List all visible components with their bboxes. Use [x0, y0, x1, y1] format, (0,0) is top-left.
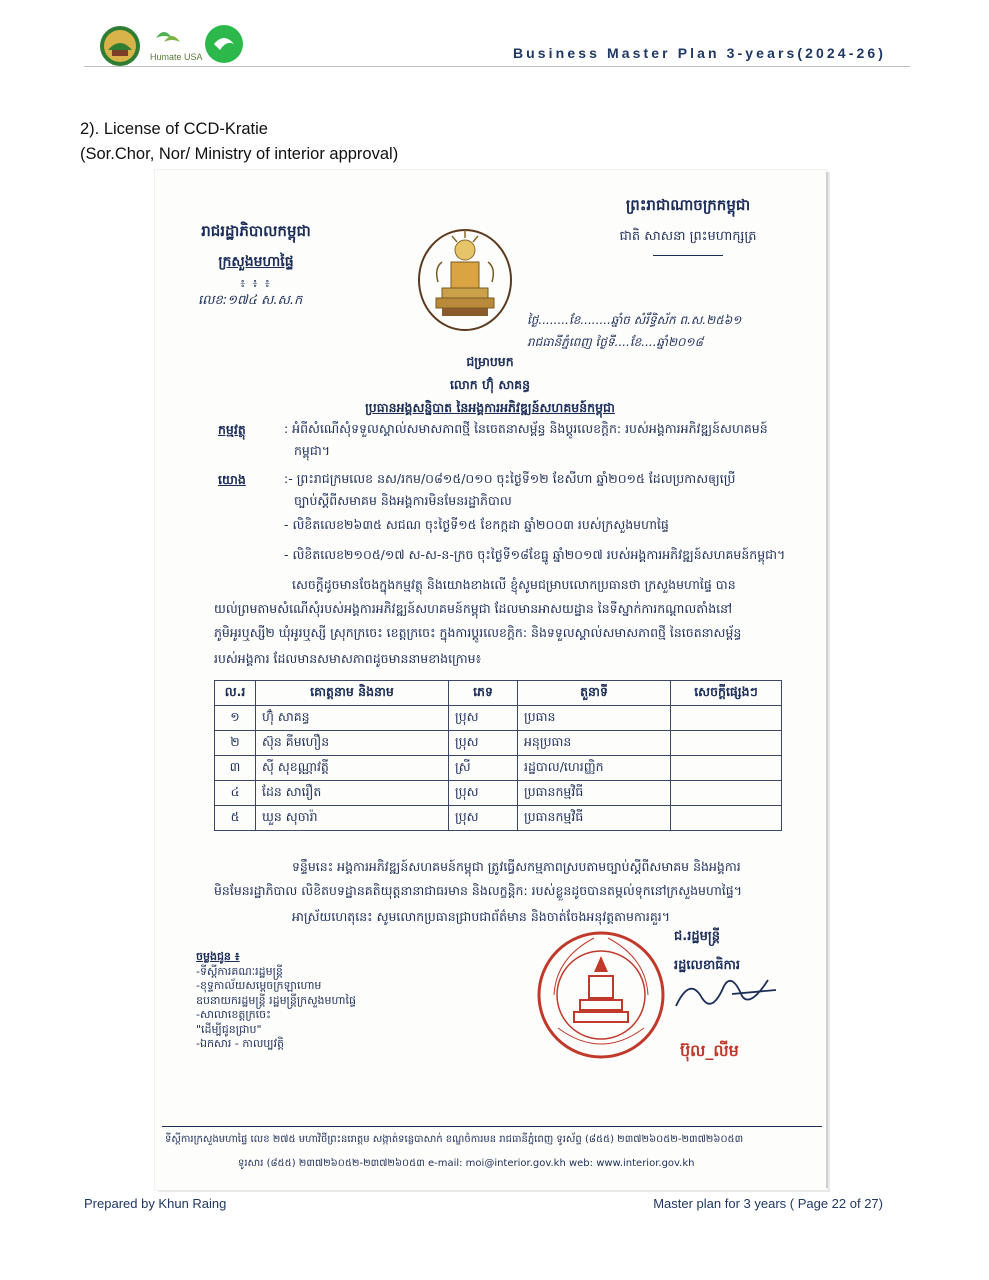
closing-line-2: មិនមែនរដ្ឋាភិបាល លិខិតបទដ្ឋានគតិយុត្តនានាជាធរមាន និងលក្ខន្តិក: របស់ខ្លួនដូចបានតម្កល់ទុកនៅក្រសួងមហាផ្ទៃ។ [214, 883, 742, 898]
cell-no: ៤ [215, 781, 256, 806]
scan-edge [826, 172, 828, 1188]
subject-text: : អំពីសំណើសុំទទួលស្គាល់សមាសភាពថ្មី នៃចេតនាសម្ព័ន្ធ និងប្ដូរលេខក្តិក: របស់អង្គការអភិវឌ្ឍន៍សហគមន៍ [284, 421, 768, 436]
cell-role: ប្រធានកម្មវិធី [518, 806, 671, 831]
col-name: គោត្តនាម និងនាម [256, 681, 449, 706]
cell-role: រដ្ឋបាល/ហេរញ្ញិក [518, 756, 671, 781]
national-motto: ជាតិ សាសនា ព្រះមហាក្សត្រ [619, 229, 757, 244]
cc-item: "ដើម្បីជូនជ្រាប" [196, 1022, 262, 1036]
section-caption [80, 117, 398, 167]
cell-sex: ប្រុស [449, 806, 518, 831]
addressee-block [300, 354, 680, 419]
cell-sex: ប្រុស [449, 731, 518, 756]
caption-line-1: 2). License of CCD-Kratie [80, 120, 268, 138]
caption-line-2: (Sor.Chor, Nor/ Ministry of interior approval) [80, 145, 399, 163]
reference-number: លេខ:១៧៤ ស.ស.ក [198, 293, 303, 308]
motto-ornament [653, 255, 723, 256]
cell-name: ឃួន សុចារ៉ា [256, 806, 449, 831]
ministry-seal-stamp [534, 928, 668, 1062]
table-header-row [215, 681, 782, 706]
body-line-4: របស់អង្គការ ដែលមានសមាសភាពដូចមាននាមខាងក្រោម៖ [214, 651, 482, 666]
letter-footer-divider [162, 1126, 822, 1127]
cell-name: ស៊ុន គីមហឿន [256, 731, 449, 756]
signer-title-2: រដ្ឋលេខាធិការ [674, 958, 741, 973]
signer-title: ជ.រដ្ឋមន្ត្រី [674, 929, 720, 944]
cell-no: ១ [215, 706, 256, 731]
cell-no: ៣ [215, 756, 256, 781]
reference-3: - លិខិតលេខ២១០៥/១៧ ស-ស-ន-ក្រច ចុះថ្ងៃទី១៨ខែធ្នូ ឆ្នាំ២០១៧ របស់អង្គការអភិវឌ្ឍន៍សហគមន៍កម្ពុជា។ [284, 547, 786, 562]
closing-line-3: អាស្រ័យហេតុនេះ សូមលោកប្រធានជ្រាបជាព័ត៌មាន និងចាត់ចែងអនុវត្តតាមការគួរ។ [292, 909, 671, 924]
page-number: Master plan for 3 years ( Page 22 of 27) [653, 1196, 883, 1211]
humate-usa-logo-icon [150, 32, 203, 62]
body-line-1: សេចក្តីដូចមានចែងក្នុងកម្មវត្ថុ និងយោងខាងលើ ខ្ញុំសូមជម្រាបលោកប្រធានថា ក្រសួងមហាផ្ទៃ បាន [292, 577, 736, 592]
government-name: រាជរដ្ឋាភិបាលកម្ពុជា [201, 222, 311, 240]
cell-sex: ប្រុស [449, 706, 518, 731]
header-logos [98, 24, 248, 68]
cell-role: អនុប្រធាន [518, 731, 671, 756]
cc-title: ចម្លងជូន ៖ [196, 950, 240, 963]
subject-text-2: កម្ពុជា។ [294, 443, 331, 458]
copies-to [196, 950, 356, 1052]
document-title: Business Master Plan 3-years(2024-26) [512, 45, 886, 61]
salutation: ជម្រាបមក [466, 354, 514, 369]
closing-line-1: ទន្ទឹមនេះ អង្គការអភិវឌ្ឍន៍សហគមន៍កម្ពុជា ត្រូវធ្វើសកម្មភាពស្របតាមច្បាប់ស្តីពីសមាគម និងអង្គការ [292, 859, 741, 874]
cc-item: -សាលាខេត្តក្រចេះ [196, 1008, 271, 1021]
kingdom-name: ព្រះរាជាណាចក្រកម្ពុជា [625, 196, 751, 214]
cc-item: ឧបនាយករដ្ឋមន្ត្រី រដ្ឋមន្ត្រីក្រសួងមហាផ្ទៃ [196, 993, 356, 1007]
table-row [215, 806, 782, 831]
cell-notes [671, 706, 782, 731]
table-row [215, 781, 782, 806]
table-row [215, 731, 782, 756]
ministry-heading [166, 222, 346, 293]
col-no: ល.រ [215, 681, 256, 706]
cell-name: ហ៊ុំ សាគន្ធ [256, 706, 449, 731]
reference-1b: ច្បាប់ស្តីពីសមាគម និងអង្គការមិនមែនរដ្ឋាភិបាល [294, 493, 512, 508]
header-divider [84, 66, 910, 67]
letter-footer-address: ទីស្តីការក្រសួងមហាផ្ទៃ លេខ ២៧៥ មហាវិថីព្រះនរោត្តម សង្កាត់ទន្លេបាសាក់ ខណ្ឌចំការមន រាជធានីភ្នំពេញ ទូរស័ព្ទ (៨៥៥) ២៣៧២៦០៥២-២៣៧២៦០៥៣ [165, 1134, 744, 1145]
lunar-date: ថ្ងៃ........ខែ........ឆ្នាំច សំរឹទ្ធិស័ក ព.ស.២៥៦១ [527, 313, 742, 327]
solar-date: រាជធានីភ្នំពេញ ថ្ងៃទី....ខែ....ឆ្នាំ២០១៨ [527, 335, 704, 349]
prepared-by: Prepared by Khun Raing [84, 1196, 227, 1211]
table-row [215, 706, 782, 731]
cell-notes [671, 806, 782, 831]
handwritten-signature [672, 968, 782, 1018]
signer-name: ប៊ុល_លីម [680, 1041, 739, 1060]
cell-sex: ប្រុស [449, 781, 518, 806]
reference-1: :- ព្រះរាជក្រមលេខ នស/រកម/០៨១៥/០១០ ចុះថ្ងៃទី១២ ខែសីហា ឆ្នាំ២០១៥ ដែលប្រកាសឲ្យប្រើ [284, 471, 736, 486]
cell-name: ស៊ី សុខណ្ណាវត្តី [256, 756, 449, 781]
cell-notes [671, 756, 782, 781]
letter-footer-contact: ទូរសារ (៨៥៥) ២៣៧២៦០៥២-២៣៧២៦០៥៣ e-mail: moi@interior.gov.kh web: www.interior.gov.kh [238, 1158, 695, 1169]
humate-usa-logo-text: Humate USA [150, 52, 203, 62]
cell-notes [671, 731, 782, 756]
body-line-2: យល់ព្រមតាមសំណើសុំរបស់អង្គការអភិវឌ្ឍន៍សហគមន៍កម្ពុជា ដែលមានអាសយដ្ឋាន នៃទីស្នាក់ការកណ្ដាលតាំងនៅ [214, 601, 733, 616]
col-notes: សេចក្តីផ្សេងៗ [671, 681, 782, 706]
body-line-3: ភូមិអូរឬស្សី២ ឃុំអូរឬស្សី ស្រុកក្រចេះ ខេត្តក្រចេះ ក្នុងការប្តូរលេខក្តិក: និងទទួលស្គាល់សមាសភាពថ្មី នៃចេតនាសម្ព័ន្ធ [214, 625, 742, 640]
col-sex: ភេទ [449, 681, 518, 706]
cell-role: ប្រធានកម្មវិធី [518, 781, 671, 806]
col-role: តួនាទី [518, 681, 671, 706]
ccd-logo-icon [100, 26, 140, 66]
reference-2: - លិខិតលេខ២៦៣៥ សជណ ចុះថ្ងៃទី១៥ ខែកក្កដា ឆ្នាំ២០០៣ របស់ក្រសួងមហាផ្ទៃ [284, 517, 669, 532]
subject-label: កម្មវត្ថុ [218, 422, 246, 437]
cell-sex: ស្រី [449, 756, 518, 781]
cc-item: -ទីស្តីការគណៈរដ្ឋមន្ត្រី [196, 964, 283, 978]
addressee-title: ប្រធានអង្គសន្និបាត នៃអង្គការអភិវឌ្ឍន៍សហគមន៍កម្ពុជា [365, 400, 615, 415]
cell-no: ៥ [215, 806, 256, 831]
addressee-name: លោក ហ៊ុំ សាគន្ធ [449, 377, 531, 392]
members-table [214, 680, 782, 831]
royal-emblem-icon [416, 228, 514, 332]
cc-item: -ឯកសារ - កាលប្បវត្តិ [196, 1037, 285, 1050]
cell-name: ដែន សារឿត [256, 781, 449, 806]
ministry-ornament: ៖ ៖ ៖ [240, 277, 272, 290]
cell-role: ប្រធាន [518, 706, 671, 731]
table-row [215, 756, 782, 781]
kingdom-heading [588, 196, 788, 256]
reference-label: យោង [218, 472, 246, 487]
green-circle-logo-icon [205, 25, 243, 63]
cell-no: ២ [215, 731, 256, 756]
cell-notes [671, 781, 782, 806]
cc-item: -ខុទ្ទកាល័យសម្តេចក្រឡាហោម [196, 979, 322, 992]
ministry-name: ក្រសួងមហាផ្ទៃ [218, 254, 294, 270]
